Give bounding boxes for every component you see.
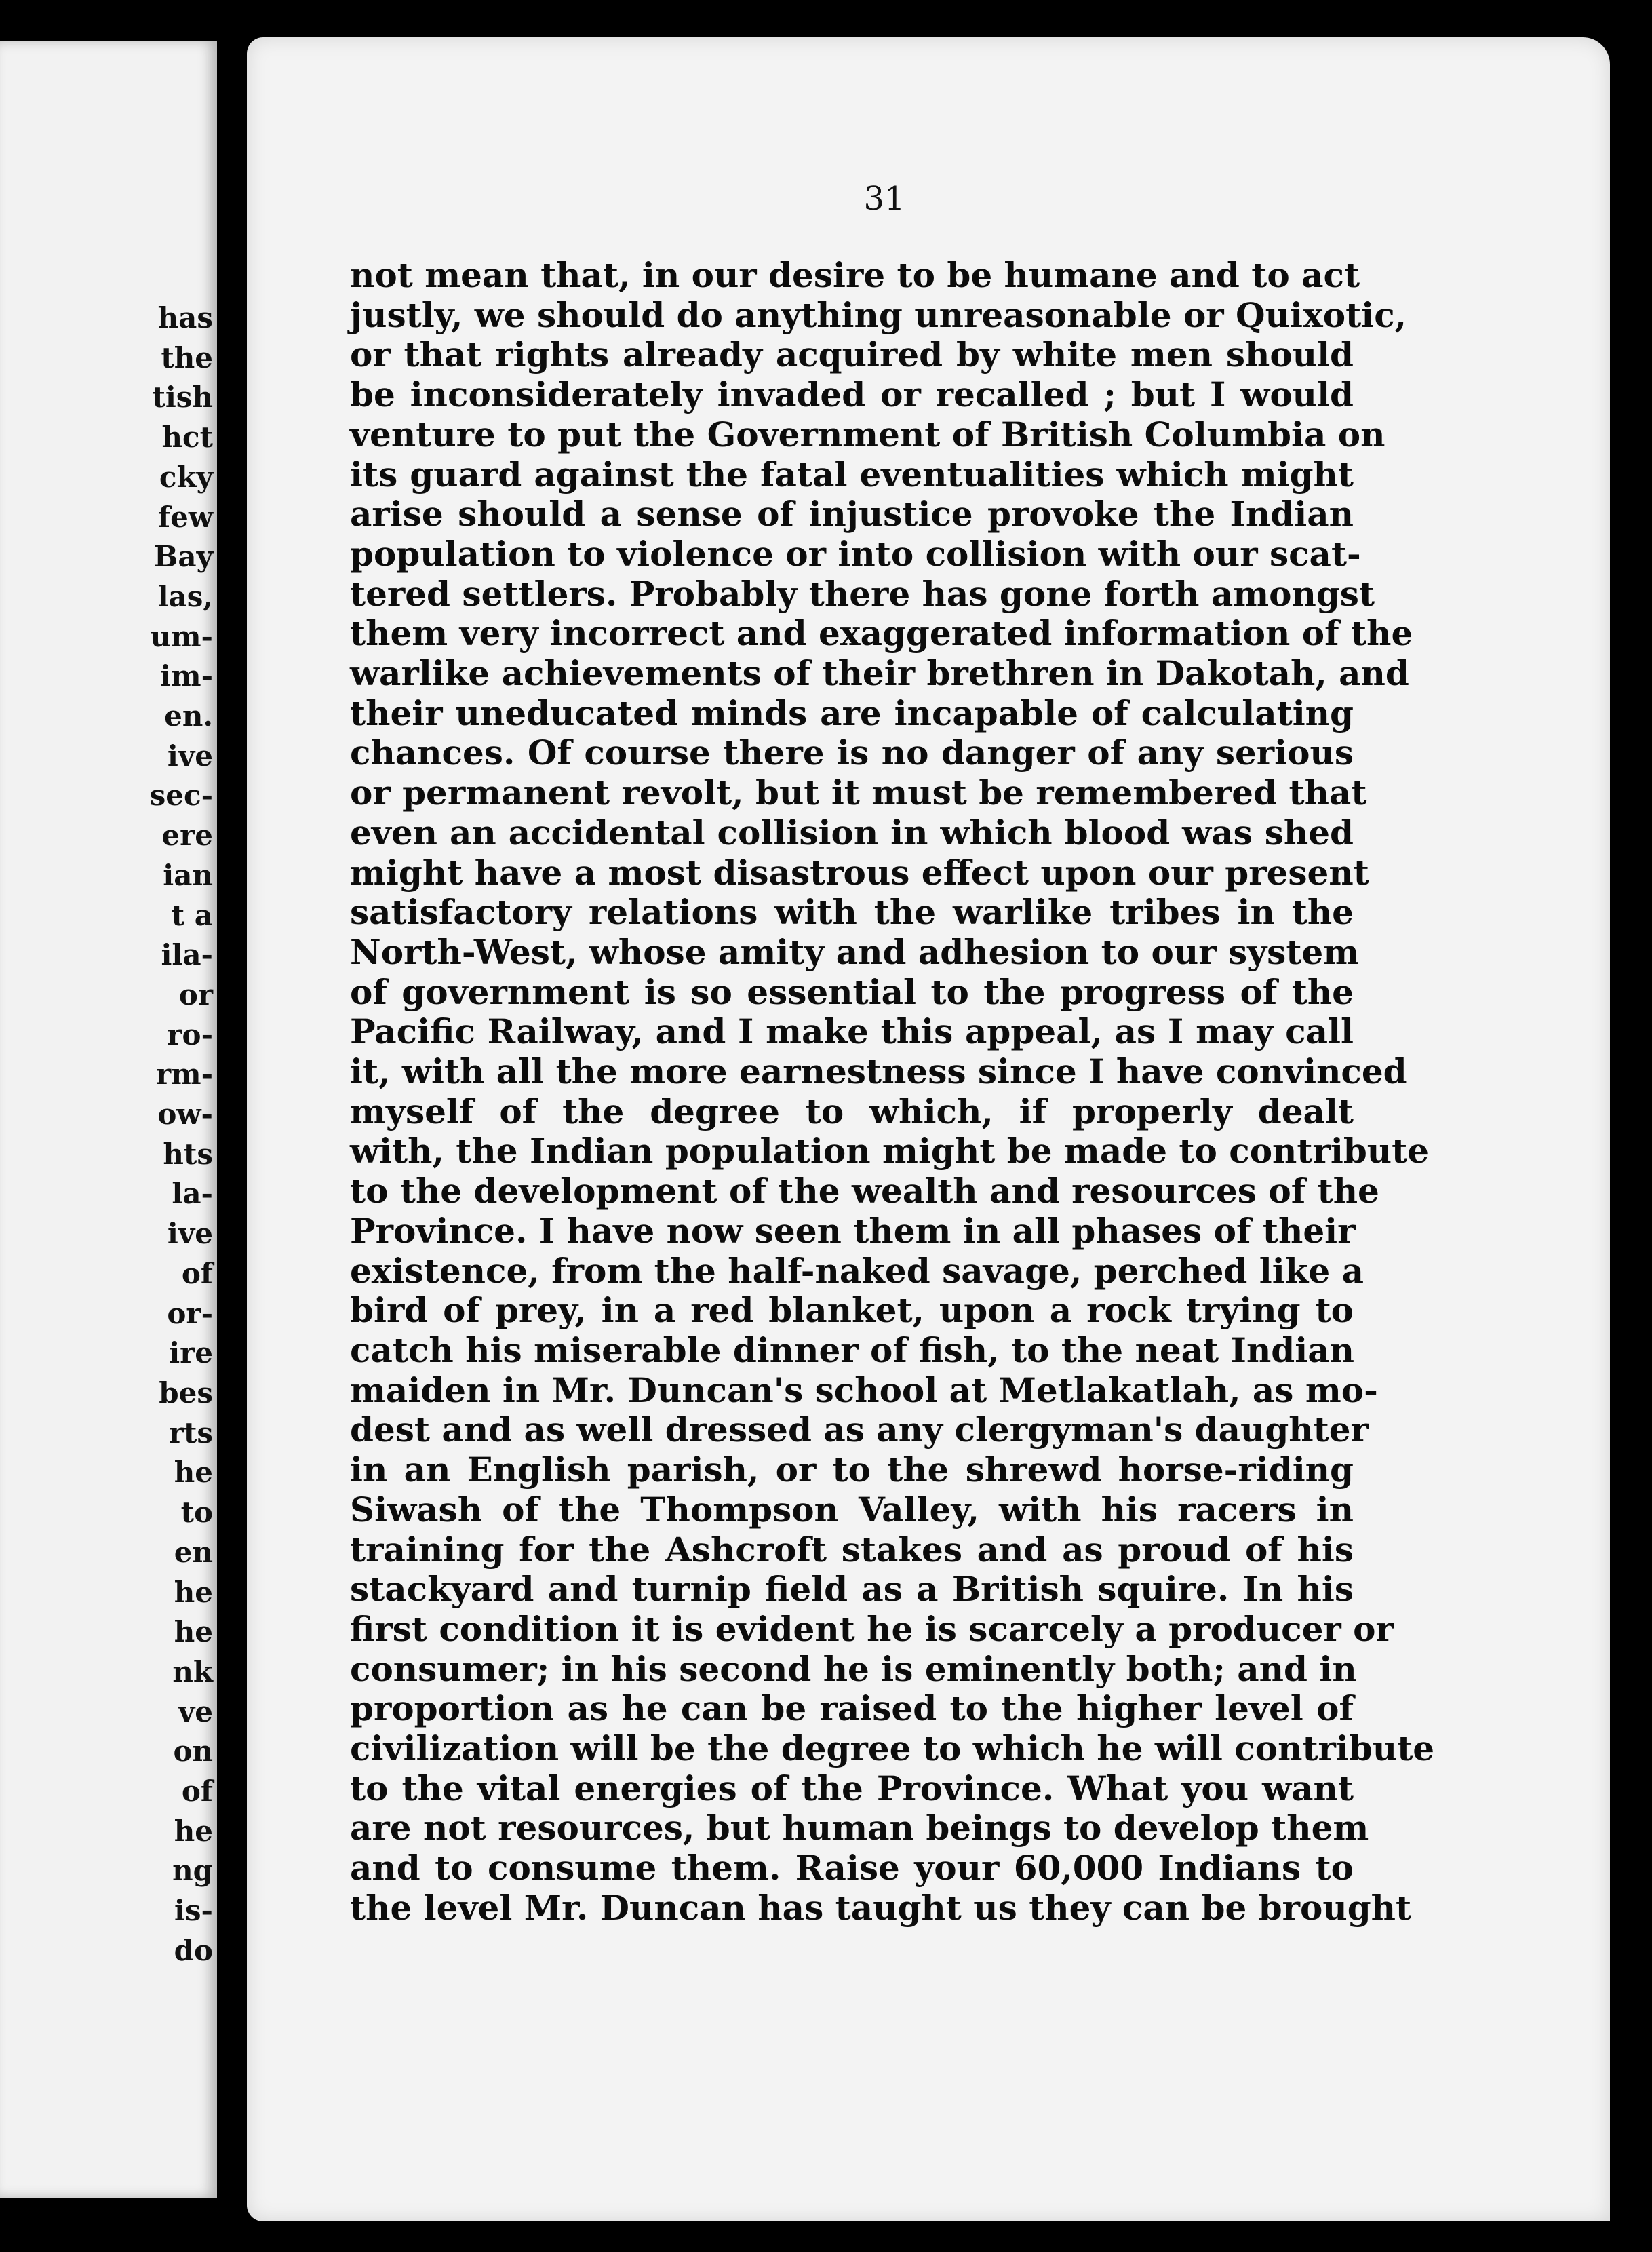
text-line: be inconsiderately invaded or recalled ; but I would bbox=[350, 374, 1354, 415]
page-body-text bbox=[350, 255, 1435, 1928]
left-text-fragment: he bbox=[174, 1456, 213, 1490]
left-text-fragment: few bbox=[158, 500, 213, 534]
text-line: arise should a sense of injustice provoke the Indian bbox=[350, 494, 1354, 535]
text-line: not mean that, in our desire to be humane and to act bbox=[350, 255, 1360, 295]
page-number: 31 bbox=[863, 180, 905, 218]
text-line: with, the Indian population might be made to contribute bbox=[350, 1131, 1430, 1171]
right-page bbox=[247, 37, 1610, 2221]
left-text-fragment: bes bbox=[159, 1376, 213, 1410]
text-line: are not resources, but human beings to develop them bbox=[350, 1808, 1369, 1848]
left-text-fragment: cky bbox=[159, 460, 213, 494]
left-text-fragment: of bbox=[181, 1256, 213, 1290]
left-text-fragment: im- bbox=[160, 659, 213, 693]
text-line: bird of prey, in a red blanket, upon a rock trying to bbox=[350, 1290, 1354, 1331]
text-line: North-West, whose amity and adhesion to our system bbox=[350, 931, 1360, 972]
text-line: dest and as well dressed as any clergyman's daughter bbox=[350, 1410, 1369, 1450]
left-text-fragment: hct bbox=[161, 421, 213, 454]
text-line: maiden in Mr. Duncan's school at Metlakatlah, as mo- bbox=[350, 1370, 1378, 1410]
left-text-fragment: the bbox=[161, 341, 213, 374]
left-text-fragment: t a bbox=[171, 898, 213, 932]
text-line: or permanent revolt, but it must be remembered that bbox=[350, 773, 1367, 813]
left-page-text-fragments bbox=[9, 298, 213, 1971]
text-line: Province. I have now seen them in all phases of their bbox=[350, 1210, 1356, 1251]
text-line: to the vital energies of the Province. What you want bbox=[350, 1768, 1354, 1808]
left-text-fragment: has bbox=[157, 301, 213, 334]
left-text-fragment: ow- bbox=[157, 1098, 213, 1131]
text-line: population to violence or into collision with our scat- bbox=[350, 533, 1361, 574]
left-text-fragment: en bbox=[174, 1535, 213, 1569]
left-text-fragment: ive bbox=[167, 1217, 213, 1251]
text-line: consumer; in his second he is eminently both; and in bbox=[350, 1648, 1357, 1689]
left-text-fragment: ere bbox=[161, 819, 213, 853]
left-text-fragment: sec- bbox=[149, 779, 213, 813]
text-line: catch his miserable dinner of fish, to the neat Indian bbox=[350, 1329, 1355, 1370]
text-line: and to consume them. Raise your 60,000 Indians to bbox=[350, 1848, 1354, 1888]
left-text-fragment: ve bbox=[178, 1694, 213, 1728]
text-line: their uneducated minds are incapable of calculating bbox=[350, 693, 1354, 733]
text-line: to the development of the wealth and resources of the bbox=[350, 1171, 1379, 1211]
left-text-fragment: nk bbox=[172, 1654, 213, 1688]
text-line: tered settlers. Probably there has gone forth amongst bbox=[350, 573, 1375, 614]
left-text-fragment: or- bbox=[167, 1296, 213, 1330]
left-text-fragment: rts bbox=[168, 1416, 213, 1450]
left-text-fragment: la- bbox=[172, 1177, 213, 1211]
left-text-fragment: ro- bbox=[167, 1017, 213, 1051]
left-text-fragment: or bbox=[178, 977, 213, 1011]
text-line: or that rights already acquired by white men should bbox=[350, 334, 1354, 375]
left-text-fragment: ng bbox=[172, 1854, 213, 1888]
left-text-fragment: he bbox=[174, 1575, 213, 1609]
left-text-fragment: is- bbox=[174, 1894, 213, 1928]
text-line: satisfactory relations with the warlike tribes in the bbox=[350, 892, 1354, 933]
left-text-fragment: ian bbox=[163, 858, 213, 892]
text-line: warlike achievements of their brethren in Dakotah, and bbox=[350, 653, 1409, 694]
text-line: in an English parish, or to the shrewd horse-riding bbox=[350, 1450, 1354, 1490]
text-line: its guard against the fatal eventualities which might bbox=[350, 454, 1354, 494]
text-line: myself of the degree to which, if properly dealt bbox=[350, 1091, 1354, 1131]
text-line: the level Mr. Duncan has taught us they can be brought bbox=[350, 1887, 1412, 1928]
left-text-fragment: ire bbox=[169, 1336, 213, 1370]
left-text-fragment: he bbox=[174, 1814, 213, 1848]
text-line: civilization will be the degree to which he will contribute bbox=[350, 1728, 1435, 1769]
text-line: might have a most disastrous effect upon our present bbox=[350, 852, 1369, 893]
left-text-fragment: to bbox=[180, 1496, 213, 1530]
text-line: training for the Ashcroft stakes and as proud of his bbox=[350, 1529, 1354, 1570]
text-line: chances. Of course there is no danger of any serious bbox=[350, 733, 1354, 773]
left-text-fragment: en. bbox=[164, 699, 213, 733]
text-line: Pacific Railway, and I make this appeal, as I may call bbox=[350, 1011, 1354, 1052]
left-text-fragment: Bay bbox=[153, 540, 213, 574]
text-line: Siwash of the Thompson Valley, with his racers in bbox=[350, 1489, 1354, 1530]
text-line: it, with all the more earnestness since I have convinced bbox=[350, 1051, 1407, 1092]
left-text-fragment: tish bbox=[152, 381, 213, 414]
text-line: existence, from the half-naked savage, perched like a bbox=[350, 1250, 1364, 1291]
left-text-fragment: ila- bbox=[161, 938, 213, 972]
left-text-fragment: las, bbox=[157, 579, 213, 613]
left-text-fragment: on bbox=[173, 1734, 213, 1768]
text-line: stackyard and turnip field as a British squire. In his bbox=[350, 1569, 1354, 1610]
left-text-fragment: of bbox=[181, 1774, 213, 1808]
text-line: proportion as he can be raised to the higher level of bbox=[350, 1688, 1354, 1729]
text-line: venture to put the Government of British Columbia on bbox=[350, 414, 1385, 454]
left-text-fragment: do bbox=[174, 1933, 213, 1967]
text-line: them very incorrect and exaggerated information of the bbox=[350, 613, 1413, 654]
left-page-edge bbox=[0, 41, 217, 2198]
left-text-fragment: hts bbox=[163, 1137, 213, 1171]
text-line: first condition it is evident he is scarcely a producer or bbox=[350, 1608, 1394, 1649]
text-line: justly, we should do anything unreasonable or Quixotic, bbox=[350, 294, 1407, 335]
text-line: of government is so essential to the progress of the bbox=[350, 971, 1354, 1012]
text-line: even an accidental collision in which blood was shed bbox=[350, 812, 1354, 853]
left-text-fragment: rm- bbox=[156, 1057, 213, 1091]
left-text-fragment: he bbox=[174, 1615, 213, 1649]
left-text-fragment: um- bbox=[150, 619, 213, 653]
left-text-fragment: ive bbox=[167, 739, 213, 773]
